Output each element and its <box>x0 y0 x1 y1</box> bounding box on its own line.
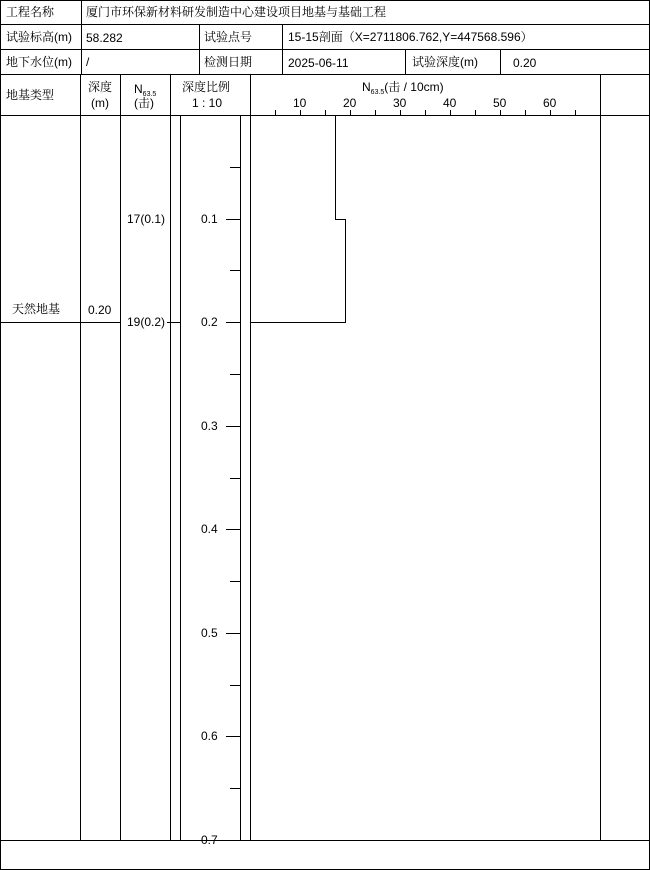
col-scale-ratio: 1 : 10 <box>192 96 223 110</box>
depth-tick-label: 0.2 <box>201 315 218 329</box>
layer-soil-type: 天然地基 <box>12 302 61 316</box>
project-label: 工程名称 <box>6 5 55 19</box>
col-scale-title: 深度比例 <box>182 80 231 94</box>
x-tick-label: 30 <box>393 96 407 110</box>
col-depth-unit: (m) <box>91 96 109 110</box>
depth-tick-label: 0.4 <box>201 522 218 536</box>
date-value: 2025-06-11 <box>288 56 349 70</box>
chart-unit: (击 / 10cm) <box>384 80 444 94</box>
chart-n-sub: 63.5 <box>370 89 385 96</box>
blow-count-label: 17(0.1) <box>127 212 166 226</box>
depth-label: 试验深度(m) <box>412 55 478 69</box>
table-frame <box>1 1 650 870</box>
depth-tick-label: 0.1 <box>201 212 218 226</box>
x-tick-label: 10 <box>293 96 307 110</box>
elevation-value: 58.282 <box>86 31 123 45</box>
water-label: 地下水位(m) <box>6 55 72 69</box>
col-n-sub: 63.5 <box>142 91 157 98</box>
x-tick-label: 60 <box>543 96 557 110</box>
blow-count-label: 19(0.2) <box>127 315 166 329</box>
depth-value: 0.20 <box>513 56 537 70</box>
depth-tick-label: 0.5 <box>201 626 218 640</box>
col-n-main: N <box>134 82 143 96</box>
layer-bottom-depth: 0.20 <box>88 303 112 317</box>
elevation-label: 试验标高(m) <box>6 30 72 44</box>
depth-tick-label: 0.6 <box>201 729 218 743</box>
depth-tick-label: 0.3 <box>201 419 218 433</box>
x-tick-label: 50 <box>493 96 507 110</box>
chart-n-main: N <box>362 80 371 94</box>
water-value: / <box>86 55 90 69</box>
col-depth-title: 深度 <box>88 80 113 94</box>
x-tick-label: 40 <box>443 96 457 110</box>
project-value: 厦门市环保新材料研发制造中心建设项目地基与基础工程 <box>86 5 387 19</box>
blow-count-curve <box>251 116 346 323</box>
date-label: 检测日期 <box>204 55 253 69</box>
depth-tick-label: 0.7 <box>201 833 218 847</box>
x-tick-label: 20 <box>343 96 357 110</box>
point-label: 试验点号 <box>204 30 253 44</box>
col-n-unit: (击) <box>134 96 154 110</box>
point-value: 15-15剖面（X=2711806.762,Y=447568.596） <box>288 30 533 44</box>
col-soil-type: 地基类型 <box>6 88 55 102</box>
